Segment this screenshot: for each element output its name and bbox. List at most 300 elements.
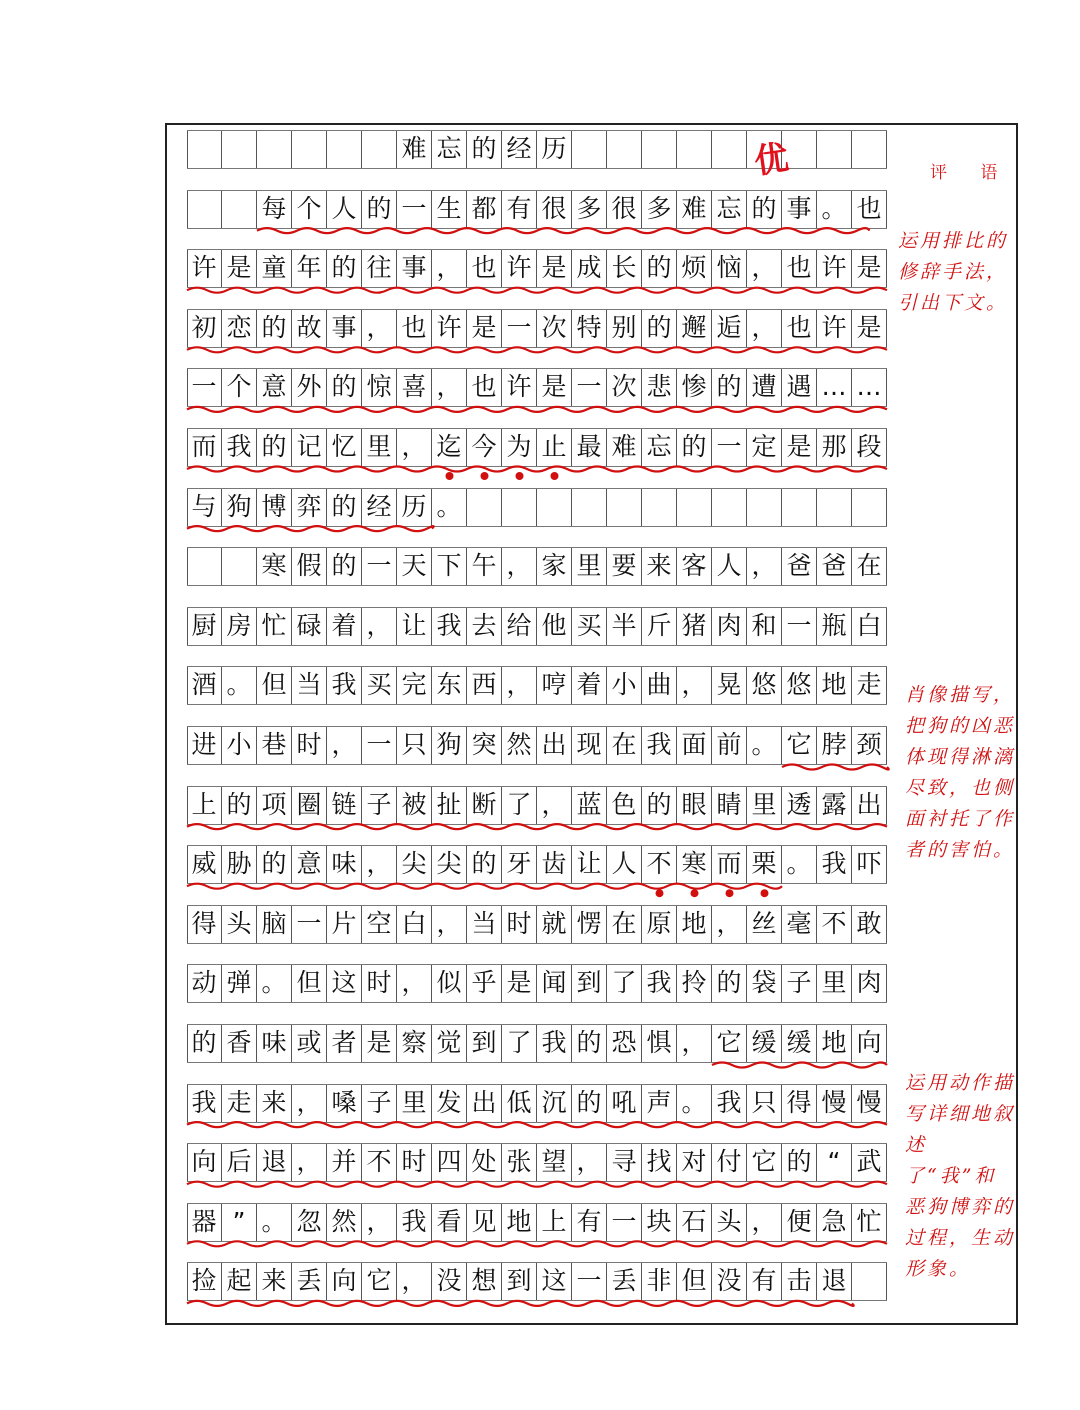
grid-cell: 当 [292, 666, 327, 704]
grid-cell: 也 [782, 309, 817, 347]
grid-cell: ， [327, 726, 362, 764]
grid-cell: 往 [362, 249, 397, 287]
grid-line [187, 1203, 887, 1204]
grid-cell: 一 [187, 368, 222, 406]
grid-line [187, 309, 887, 310]
grid-cell [607, 488, 642, 526]
grid-cell: 处 [467, 1143, 502, 1181]
grid-cell: 都 [467, 190, 502, 228]
grid-cell: 博 [257, 488, 292, 526]
grid-cell: ” [222, 1203, 257, 1241]
grid-row [187, 488, 887, 526]
grid-row [187, 786, 887, 824]
grid-cell: 子 [782, 964, 817, 1002]
grid-cell: 房 [222, 607, 257, 645]
grid-cell [222, 130, 257, 168]
grid-line [187, 347, 887, 348]
grid-cell: 捡 [187, 1262, 222, 1300]
grid-cell: 非 [642, 1262, 677, 1300]
grid-cell: 恐 [607, 1024, 642, 1062]
grid-cell [467, 488, 502, 526]
grid-cell: 一 [362, 726, 397, 764]
grid-cell: 片 [327, 905, 362, 943]
grid-cell: 止 [537, 428, 572, 466]
grid-line [187, 943, 887, 944]
grid-cell: 的 [257, 309, 292, 347]
grid-cell: 今 [467, 428, 502, 466]
grid-cell: 来 [642, 547, 677, 585]
grid-cell: 悠 [747, 666, 782, 704]
grid-cell: 器 [187, 1203, 222, 1241]
grid-cell: 觉 [432, 1024, 467, 1062]
grid-cell: 的 [712, 964, 747, 1002]
grid-cell: 的 [572, 1084, 607, 1122]
grid-cell: 初 [187, 309, 222, 347]
grid-row [187, 666, 887, 704]
grid-cell: 次 [537, 309, 572, 347]
grid-row [187, 249, 887, 287]
grid-cell: ， [677, 666, 712, 704]
grid-cell [327, 130, 362, 168]
grid-cell [572, 130, 607, 168]
grid-cell: 慢 [852, 1084, 887, 1122]
grid-cell: 狗 [432, 726, 467, 764]
grid-cell: 我 [712, 1084, 747, 1122]
grid-cell: 似 [432, 964, 467, 1002]
grid-cell [747, 488, 782, 526]
grid-cell: 了 [502, 1024, 537, 1062]
grid-cell: 一 [782, 607, 817, 645]
grid-cell: 空 [362, 905, 397, 943]
grid-cell: 曲 [642, 666, 677, 704]
grid-cell: 惧 [642, 1024, 677, 1062]
grid-cell: 但 [257, 666, 292, 704]
grid-cell: 向 [852, 1024, 887, 1062]
grid-cell: 里 [817, 964, 852, 1002]
grid-cell [572, 488, 607, 526]
grid-cell: 缓 [782, 1024, 817, 1062]
grid-cell: 有 [747, 1262, 782, 1300]
grid-cell: ， [747, 547, 782, 585]
grid-cell: 的 [677, 428, 712, 466]
grid-cell: ， [432, 249, 467, 287]
grid-cell: 和 [747, 607, 782, 645]
grid-cell: 许 [817, 309, 852, 347]
grid-cell: 斤 [642, 607, 677, 645]
grid-cell: 狗 [222, 488, 257, 526]
grid-cell: 我 [187, 1084, 222, 1122]
grid-cell: 忽 [292, 1203, 327, 1241]
grid-cell [607, 130, 642, 168]
grid-cell: ， [432, 905, 467, 943]
grid-cell: ， [502, 666, 537, 704]
grid-cell: 子 [362, 786, 397, 824]
grid-cell: 链 [327, 786, 362, 824]
grid-cell: 生 [432, 190, 467, 228]
grid-cell: 毫 [782, 905, 817, 943]
grid-cell [187, 130, 222, 168]
grid-cell: 的 [327, 488, 362, 526]
grid-cell: 出 [852, 786, 887, 824]
grid-cell: 色 [607, 786, 642, 824]
grid-cell [852, 130, 887, 168]
grid-cell: 瓶 [817, 607, 852, 645]
grid-cell: 午 [467, 547, 502, 585]
grid-row [187, 1262, 887, 1300]
grid-cell: 惨 [677, 368, 712, 406]
grid-cell: 着 [572, 666, 607, 704]
grid-row [187, 905, 887, 943]
grid-cell: 吼 [607, 1084, 642, 1122]
grid-cell: 有 [502, 190, 537, 228]
grid-line [187, 1300, 887, 1301]
grid-cell: 是 [362, 1024, 397, 1062]
grid-cell: 圈 [292, 786, 327, 824]
grid-line [187, 786, 887, 787]
grid-cell: 它 [712, 1024, 747, 1062]
grid-cell: 丝 [747, 905, 782, 943]
grid-cell: 一 [712, 428, 747, 466]
grid-cell: 发 [432, 1084, 467, 1122]
grid-cell: 在 [607, 726, 642, 764]
grid-cell: 历 [537, 130, 572, 168]
grid-cell: 时 [502, 905, 537, 943]
grid-cell: 了 [502, 786, 537, 824]
grid-cell: 胁 [222, 845, 257, 883]
grid-cell: 要 [607, 547, 642, 585]
grid-cell: 进 [187, 726, 222, 764]
grid-cell: 的 [327, 368, 362, 406]
grid-cell: 段 [852, 428, 887, 466]
grid-cell: 肉 [712, 607, 747, 645]
grid-cell: 烦 [677, 249, 712, 287]
grid-line [187, 726, 887, 727]
grid-cell: 在 [607, 905, 642, 943]
grid-cell: 小 [222, 726, 257, 764]
grid-cell: 得 [782, 1084, 817, 1122]
grid-cell: … [817, 368, 852, 406]
grid-cell: 一 [502, 309, 537, 347]
grid-line [187, 1084, 887, 1085]
grid-cell: 齿 [537, 845, 572, 883]
grid-cell: 察 [397, 1024, 432, 1062]
grid-line [187, 1181, 887, 1182]
grid-cell: 透 [782, 786, 817, 824]
grid-line [187, 585, 887, 586]
grid-cell: 弈 [292, 488, 327, 526]
grid-cell: 许 [432, 309, 467, 347]
grid-cell: 的 [782, 1143, 817, 1181]
grid-cell: 丢 [292, 1262, 327, 1300]
grid-cell: 只 [747, 1084, 782, 1122]
grid-cell: 味 [327, 845, 362, 883]
grid-cell: 然 [327, 1203, 362, 1241]
grid-cell: 只 [397, 726, 432, 764]
grid-cell: 而 [712, 845, 747, 883]
grid-row [187, 607, 887, 645]
grid-cell: ， [362, 607, 397, 645]
grid-cell: 一 [607, 1203, 642, 1241]
grid-cell: 许 [502, 368, 537, 406]
grid-cell: 是 [852, 249, 887, 287]
grid-cell: 许 [817, 249, 852, 287]
grid-cell: 遇 [782, 368, 817, 406]
grid-cell: 面 [677, 726, 712, 764]
grid-cell: 里 [747, 786, 782, 824]
grid-cell: 味 [257, 1024, 292, 1062]
grid-cell: 许 [502, 249, 537, 287]
grid-line [187, 1143, 887, 1144]
grid-cell: 买 [362, 666, 397, 704]
grid-cell: 的 [257, 845, 292, 883]
grid-cell: 里 [397, 1084, 432, 1122]
grid-cell: 与 [187, 488, 222, 526]
grid-cell: 愣 [572, 905, 607, 943]
grid-cell: ， [747, 249, 782, 287]
grid-cell: 为 [502, 428, 537, 466]
grid-cell: 牙 [502, 845, 537, 883]
grid-cell: 悠 [782, 666, 817, 704]
grid-cell: 嗓 [327, 1084, 362, 1122]
grid-cell: 扯 [432, 786, 467, 824]
grid-cell: 是 [537, 368, 572, 406]
grid-cell: 找 [642, 1143, 677, 1181]
grid-cell: 客 [677, 547, 712, 585]
grid-cell: 别 [607, 309, 642, 347]
grid-cell: 也 [467, 249, 502, 287]
grid-cell: 了 [607, 964, 642, 1002]
grid-cell [222, 547, 257, 585]
grid-cell: 着 [327, 607, 362, 645]
grid-cell: 人 [607, 845, 642, 883]
grid-cell: 蓝 [572, 786, 607, 824]
grid-cell: 厨 [187, 607, 222, 645]
grid-cell: 子 [362, 1084, 397, 1122]
grid-cell: 也 [782, 249, 817, 287]
grid-cell: 我 [817, 845, 852, 883]
grid-cell: 前 [712, 726, 747, 764]
grid-cell: 的 [257, 428, 292, 466]
grid-cell: 而 [187, 428, 222, 466]
grid-cell: 让 [397, 607, 432, 645]
grid-cell: 童 [257, 249, 292, 287]
grid-cell: 便 [782, 1203, 817, 1241]
grid-cell [677, 488, 712, 526]
grid-cell: 也 [467, 368, 502, 406]
grid-cell: 不 [817, 905, 852, 943]
grid-cell [712, 488, 747, 526]
grid-cell: 故 [292, 309, 327, 347]
grid-cell: 出 [537, 726, 572, 764]
grid-cell: 巷 [257, 726, 292, 764]
grid-cell: 忘 [712, 190, 747, 228]
grid-cell: 原 [642, 905, 677, 943]
grid-line [187, 845, 887, 846]
grid-cell: 忘 [642, 428, 677, 466]
grid-cell: 脖 [817, 726, 852, 764]
grid-cell: 的 [642, 249, 677, 287]
grid-cell: 悲 [642, 368, 677, 406]
grid-cell: 颈 [852, 726, 887, 764]
grid-cell: 到 [502, 1262, 537, 1300]
grid-cell: 缓 [747, 1024, 782, 1062]
grid-cell: 西 [467, 666, 502, 704]
grid-cell: 一 [397, 190, 432, 228]
grid-cell: 的 [467, 845, 502, 883]
grid-cell: 沉 [537, 1084, 572, 1122]
grid-cell: 一 [572, 368, 607, 406]
grid-cell: 很 [607, 190, 642, 228]
grid-cell: 我 [222, 428, 257, 466]
grid-cell: 是 [537, 249, 572, 287]
grid-cell: ， [677, 1024, 712, 1062]
grid-cell: ， [362, 309, 397, 347]
grid-cell: 不 [362, 1143, 397, 1181]
grid-cell: 者 [327, 1024, 362, 1062]
grid-cell: 走 [852, 666, 887, 704]
grid-cell: 迄 [432, 428, 467, 466]
grid-cell: 但 [292, 964, 327, 1002]
grid-cell: 让 [572, 845, 607, 883]
grid-cell: 人 [327, 190, 362, 228]
grid-cell: 香 [222, 1024, 257, 1062]
grid-cell: ， [292, 1143, 327, 1181]
grid-line [187, 428, 887, 429]
grid-cell: 威 [187, 845, 222, 883]
grid-cell: 一 [292, 905, 327, 943]
grid-cell: 是 [852, 309, 887, 347]
grid-row [187, 1203, 887, 1241]
grid-cell: 。 [747, 726, 782, 764]
grid-cell: 起 [222, 1262, 257, 1300]
grid-cell: 经 [362, 488, 397, 526]
grid-cell: 我 [397, 1203, 432, 1241]
grid-cell: 露 [817, 786, 852, 824]
grid-cell: 东 [432, 666, 467, 704]
grid-cell: 向 [187, 1143, 222, 1181]
grid-cell: 得 [187, 905, 222, 943]
grid-cell: 事 [327, 309, 362, 347]
grid-cell: 晃 [712, 666, 747, 704]
grid-cell: 到 [467, 1024, 502, 1062]
grid-cell: 年 [292, 249, 327, 287]
grid-cell: 我 [537, 1024, 572, 1062]
grid-cell [677, 130, 712, 168]
grid-cell: 突 [467, 726, 502, 764]
grid-cell [817, 130, 852, 168]
grid-cell: 个 [292, 190, 327, 228]
grid-cell: 块 [642, 1203, 677, 1241]
comment-note-parallelism: 运用排比的修辞手法，引出下文。 [898, 230, 1009, 314]
grid-cell [712, 130, 747, 168]
grid-cell: 意 [292, 845, 327, 883]
grid-cell: ， [397, 964, 432, 1002]
grid-cell: 击 [782, 1262, 817, 1300]
grid-cell: 事 [397, 249, 432, 287]
grid-line [187, 547, 887, 548]
grid-cell: 长 [607, 249, 642, 287]
grid-cell [642, 488, 677, 526]
grid-cell: 最 [572, 428, 607, 466]
grid-cell: 见 [467, 1203, 502, 1241]
grid-cell: 惊 [362, 368, 397, 406]
grid-cell: 上 [537, 1203, 572, 1241]
grid-cell: 爸 [817, 547, 852, 585]
grid-cell: 后 [222, 1143, 257, 1181]
grid-cell: 闻 [537, 964, 572, 1002]
grid-cell: 被 [397, 786, 432, 824]
grid-line [187, 190, 887, 191]
grid-line [187, 666, 887, 667]
grid-cell: 去 [467, 607, 502, 645]
grid-cell [537, 488, 572, 526]
grid-cell: 栗 [747, 845, 782, 883]
grid-cell: 忙 [852, 1203, 887, 1241]
grid-line [187, 287, 887, 288]
grid-cell: 来 [257, 1262, 292, 1300]
grid-cell: 多 [572, 190, 607, 228]
grid-cell: 地 [677, 905, 712, 943]
grid-cell [782, 488, 817, 526]
grid-cell: 出 [467, 1084, 502, 1122]
grid-cell: 想 [467, 1262, 502, 1300]
grid-cell [852, 488, 887, 526]
grid-cell: 但 [677, 1262, 712, 1300]
grid-line [187, 228, 887, 229]
grid-cell: 记 [292, 428, 327, 466]
grid-cell: 丢 [607, 1262, 642, 1300]
grid-row [187, 845, 887, 883]
grid-cell: 的 [327, 249, 362, 287]
grid-cell: 人 [712, 547, 747, 585]
grid-cell: ， [502, 547, 537, 585]
comment-column-title: 评 语 [930, 163, 1012, 183]
grid-cell: 敢 [852, 905, 887, 943]
grid-cell [817, 488, 852, 526]
grid-cell: 没 [432, 1262, 467, 1300]
grid-cell: 次 [607, 368, 642, 406]
grid-cell: 哼 [537, 666, 572, 704]
grid-cell: 没 [712, 1262, 747, 1300]
grid-cell: 酒 [187, 666, 222, 704]
grid-cell: 我 [642, 964, 677, 1002]
grid-line [187, 526, 887, 527]
grid-cell: 一 [572, 1262, 607, 1300]
grid-cell: 。 [432, 488, 467, 526]
grid-cell: 断 [467, 786, 502, 824]
grid-cell: 看 [432, 1203, 467, 1241]
grid-line [187, 466, 887, 467]
grid-cell: 付 [712, 1143, 747, 1181]
grid-row [187, 964, 887, 1002]
grid-cell: 地 [817, 666, 852, 704]
grid-cell: … [852, 368, 887, 406]
comment-note-action: 运用动作描写详细地叙述了“我”和恶狗博弈的过程，生动形象。 [905, 1072, 1016, 1280]
grid-cell [292, 130, 327, 168]
grid-line [187, 1024, 887, 1025]
grid-row [187, 368, 887, 406]
grid-cell: 。 [222, 666, 257, 704]
grid-row [187, 428, 887, 466]
grid-cell: 不 [642, 845, 677, 883]
grid-cell: 弹 [222, 964, 257, 1002]
grid-cell: ， [537, 786, 572, 824]
grid-cell: ， [747, 1203, 782, 1241]
grid-cell: 的 [747, 190, 782, 228]
grid-cell: ， [432, 368, 467, 406]
grid-cell: 我 [327, 666, 362, 704]
grid-cell: 张 [502, 1143, 537, 1181]
